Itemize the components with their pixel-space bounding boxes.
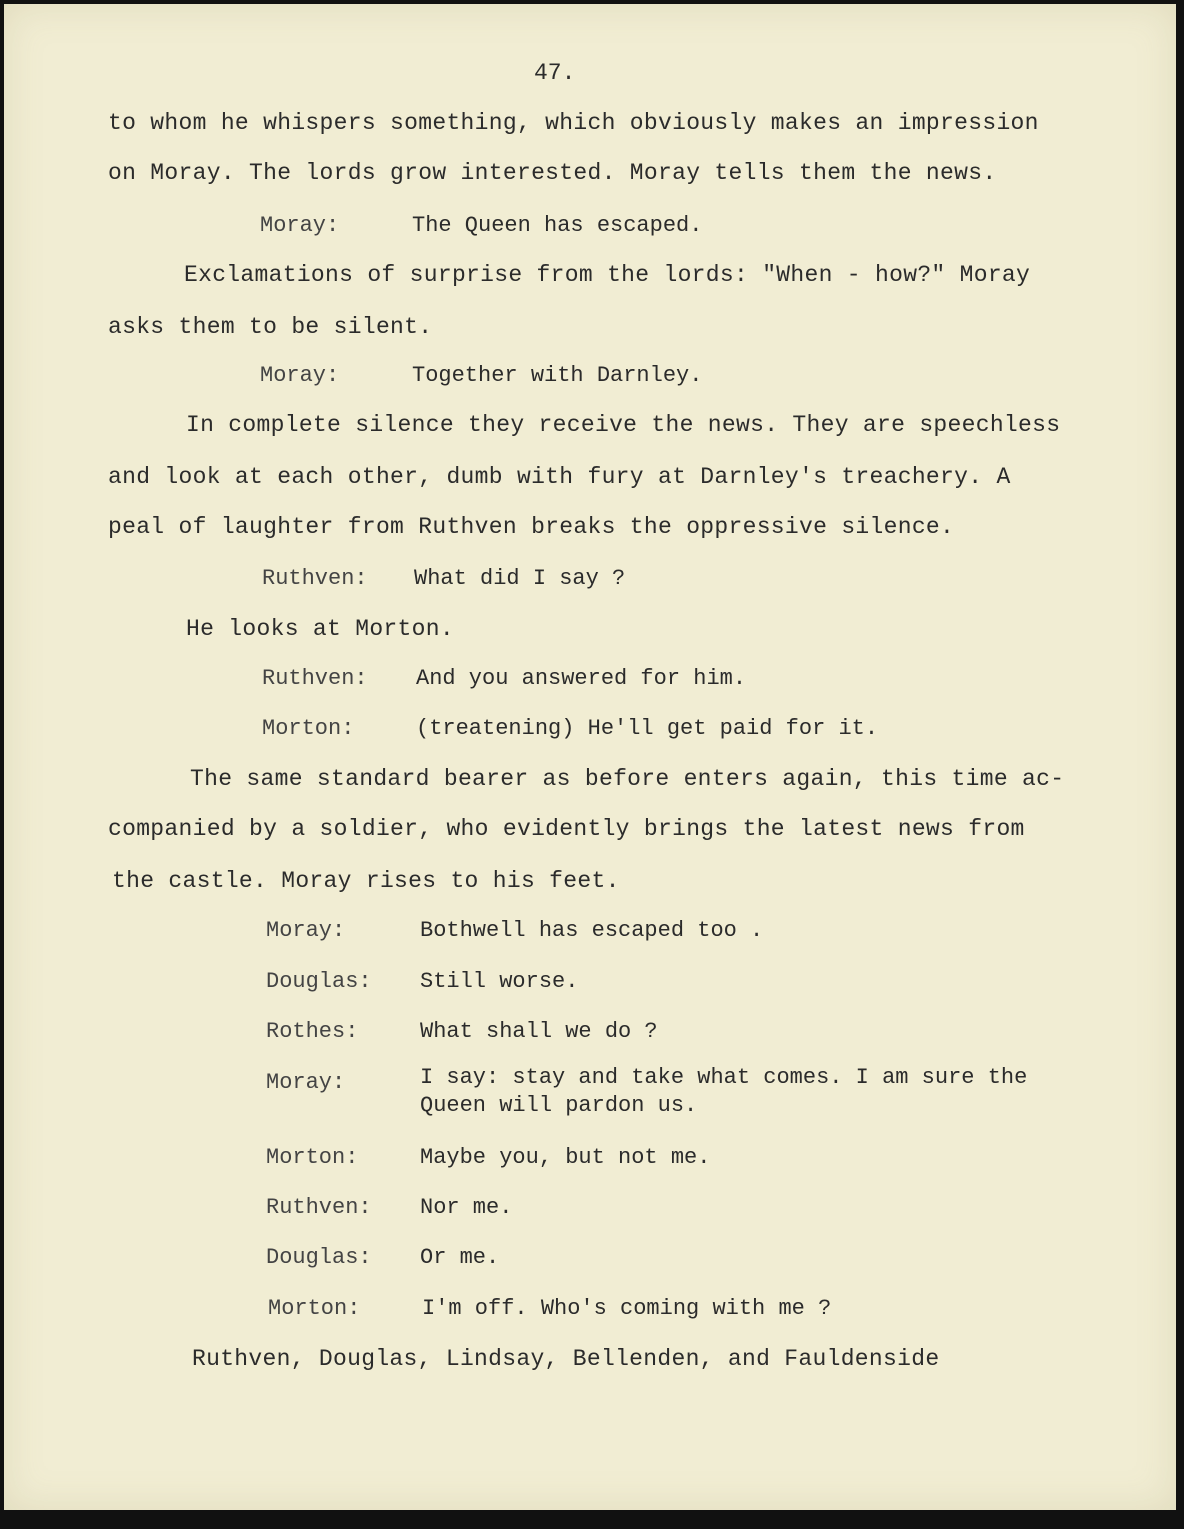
dialogue-speaker: Ruthven: xyxy=(262,666,368,691)
dialogue-text: Still worse. xyxy=(420,969,579,994)
dialogue-text: And you answered for him. xyxy=(416,666,747,691)
dialogue-text: Maybe you, but not me. xyxy=(420,1145,711,1170)
dialogue-text xyxy=(420,1064,1027,1120)
dialogue-speaker: Moray: xyxy=(260,213,340,238)
dialogue-text: Nor me. xyxy=(420,1195,513,1220)
narrative-line: peal of laughter from Ruthven breaks the oppressive silence. xyxy=(108,514,955,540)
dialogue-speaker: Moray: xyxy=(266,1070,346,1095)
dialogue-speaker: Douglas: xyxy=(266,969,372,994)
narrative-line: Exclamations of surprise from the lords: "When - how?" Moray xyxy=(184,262,1031,288)
narrative-line: The same standard bearer as before enters again, this time ac- xyxy=(190,766,1065,792)
narrative-line: the castle. Moray rises to his feet. xyxy=(112,868,620,894)
dialogue-speaker: Morton: xyxy=(268,1296,361,1321)
dialogue-text: (treatening) He'll get paid for it. xyxy=(416,716,879,741)
dialogue-speaker: Moray: xyxy=(260,363,340,388)
dialogue-speaker: Moray: xyxy=(266,918,346,943)
dialogue-text: What shall we do ? xyxy=(420,1019,658,1044)
narrative-line: In complete silence they receive the news. They are speechless xyxy=(186,412,1061,438)
narrative-line: to whom he whispers something, which obviously makes an impression xyxy=(108,110,1039,136)
dialogue-text-line: Queen will pardon us. xyxy=(420,1093,698,1118)
dialogue-speaker: Ruthven: xyxy=(266,1195,372,1220)
dialogue-text: I'm off. Who's coming with me ? xyxy=(422,1296,832,1321)
narrative-line: He looks at Morton. xyxy=(186,616,454,642)
dialogue-text: Bothwell has escaped too . xyxy=(420,918,764,943)
dialogue-text: The Queen has escaped. xyxy=(412,213,703,238)
narrative-line: on Moray. The lords grow interested. Moray tells them the news. xyxy=(108,160,997,186)
narrative-line: asks them to be silent. xyxy=(108,314,433,340)
dialogue-speaker: Ruthven: xyxy=(262,566,368,591)
typewritten-page xyxy=(4,4,1176,1510)
dialogue-text: Or me. xyxy=(420,1245,500,1270)
dialogue-text: Together with Darnley. xyxy=(412,363,703,388)
narrative-line: companied by a soldier, who evidently brings the latest news from xyxy=(108,816,1025,842)
dialogue-speaker: Rothes: xyxy=(266,1019,359,1044)
narrative-line: Ruthven, Douglas, Lindsay, Bellenden, and Fauldenside xyxy=(192,1346,940,1372)
dialogue-speaker: Morton: xyxy=(266,1145,359,1170)
page-number: 47. xyxy=(534,60,576,86)
dialogue-text-line: I say: stay and take what comes. I am sure the xyxy=(420,1065,1028,1090)
dialogue-text: What did I say ? xyxy=(414,566,626,591)
narrative-line: and look at each other, dumb with fury at Darnley's treachery. A xyxy=(108,464,1011,490)
dialogue-speaker: Douglas: xyxy=(266,1245,372,1270)
dialogue-speaker: Morton: xyxy=(262,716,355,741)
